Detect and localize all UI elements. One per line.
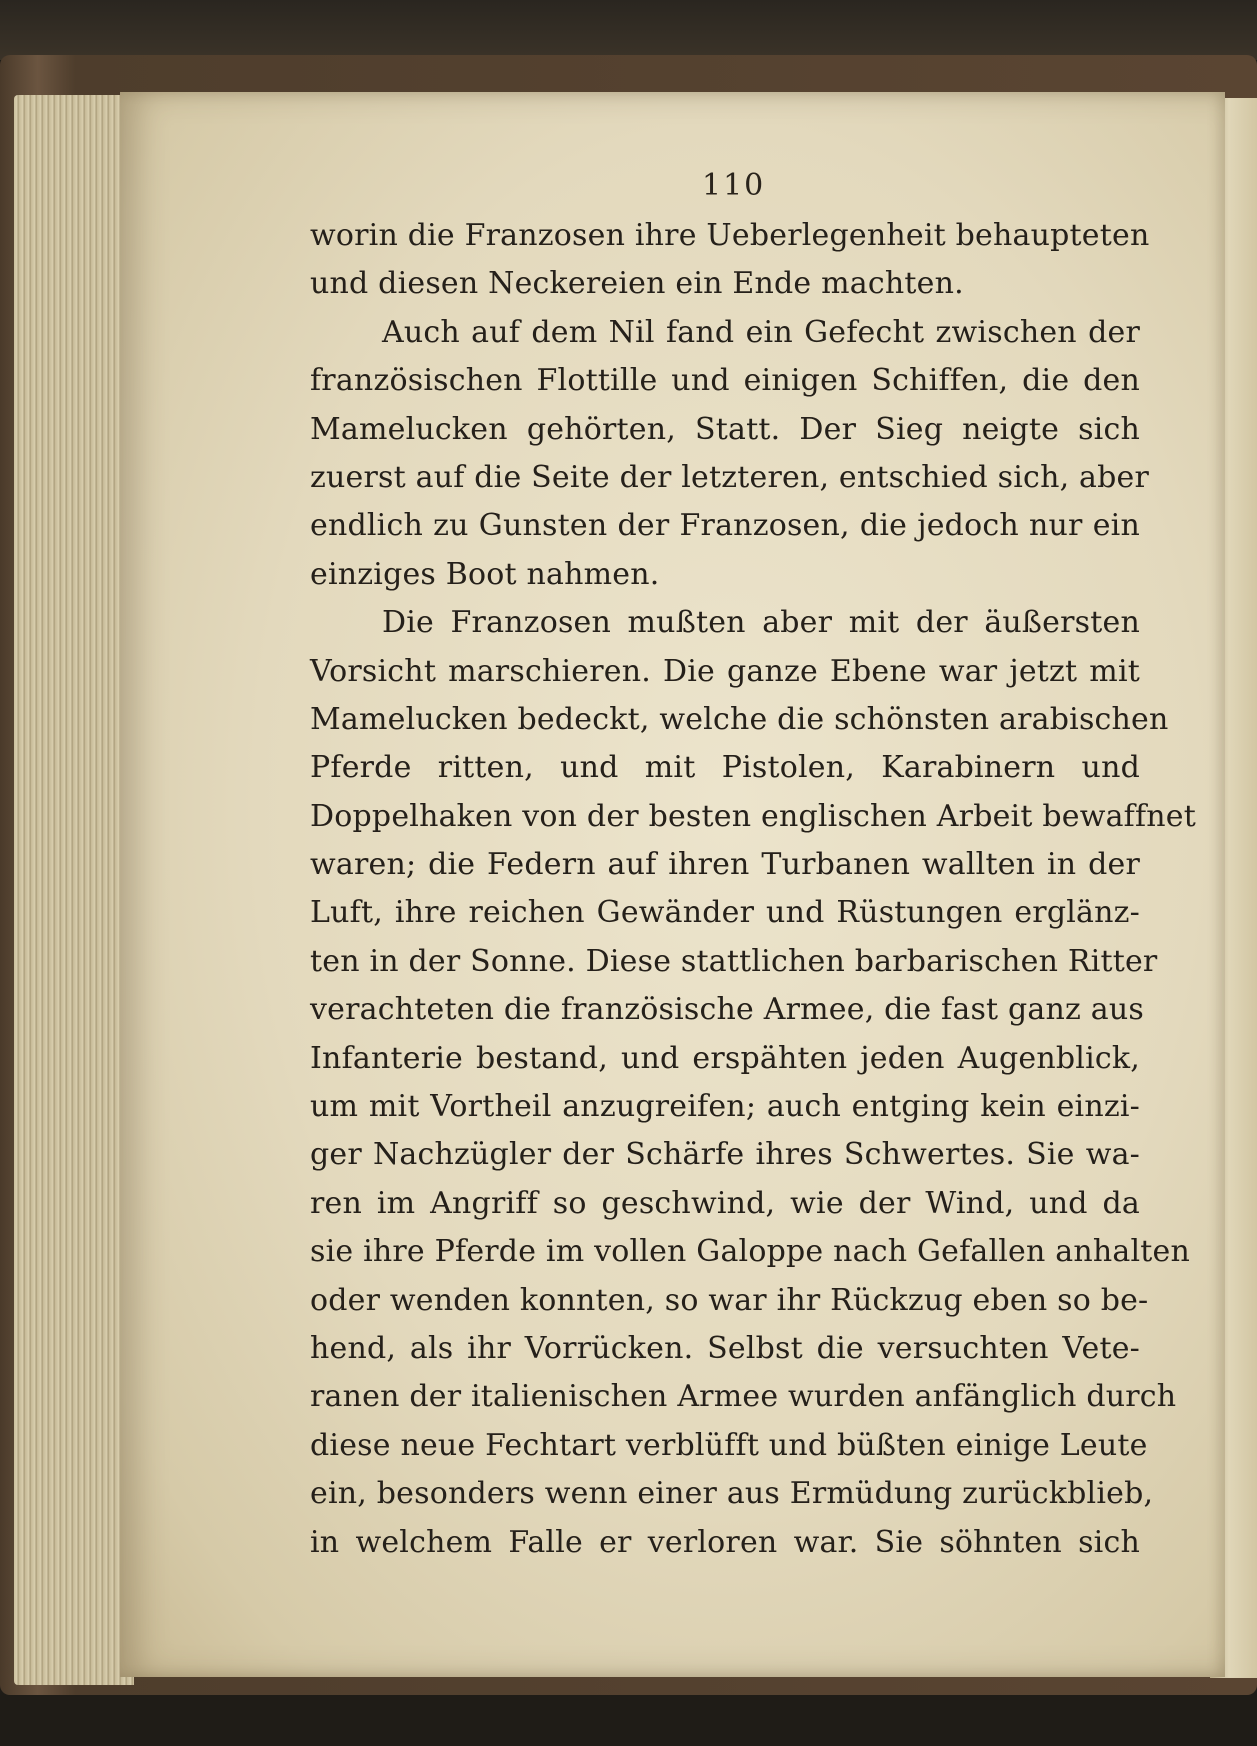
- text-line: Mamelucken bedeckt, welche die schönsten arabischen: [310, 701, 1169, 737]
- text-line: Pferde ritten, und mit Pistolen, Karabinern und: [310, 750, 1140, 786]
- text-line: waren; die Federn auf ihren Turbanen wallten in der: [310, 847, 1140, 883]
- text-line: Die Franzosen mußten aber mit der äußersten: [382, 605, 1140, 641]
- text-line: oder wenden konnten, so war ihr Rückzug eben so be-: [310, 1282, 1149, 1318]
- text-line: Vorsicht marschieren. Die ganze Ebene war jetzt mit: [310, 653, 1140, 689]
- text-line: und diesen Neckereien ein Ende machten.: [310, 266, 964, 302]
- text-line: sie ihre Pferde im vollen Galoppe nach Gefallen anhalten: [310, 1234, 1191, 1270]
- text-line: französischen Flottille und einigen Schiffen, die den: [310, 363, 1140, 399]
- page-edges: [14, 95, 134, 1685]
- text-line: ein, besonders wenn einer aus Ermüdung zurückblieb,: [310, 1476, 1154, 1512]
- text-line: diese neue Fechtart verblüfft und büßten einige Leute: [310, 1427, 1148, 1463]
- text-line: worin die Franzosen ihre Ueberlegenheit behaupteten: [310, 218, 1150, 253]
- page-text: [310, 212, 1196, 1567]
- text-line: Auch auf dem Nil fand ein Gefecht zwischen der: [382, 314, 1140, 350]
- text-line: um mit Vortheil anzugreifen; auch entging kein einzi-: [310, 1089, 1140, 1125]
- text-line: Mamelucken gehörten, Statt. Der Sieg neigte sich: [310, 411, 1140, 447]
- text-line: hend, als ihr Vorrücken. Selbst die versuchten Vete-: [310, 1330, 1140, 1366]
- text-line: zuerst auf die Seite der letzteren, entschied sich, aber: [310, 459, 1150, 495]
- text-line: Infanterie bestand, und erspähten jeden Augenblick,: [310, 1040, 1140, 1076]
- text-line: Luft, ihre reichen Gewänder und Rüstungen erglänz-: [310, 895, 1140, 931]
- text-line: einziges Boot nahmen.: [310, 556, 660, 592]
- text-line: ren im Angriff so geschwind, wie der Wind, und da: [310, 1185, 1140, 1221]
- text-line: ten in der Sonne. Diese stattlichen barbarischen Ritter: [310, 943, 1158, 979]
- text-line: ranen der italienischen Armee wurden anfänglich durch: [310, 1379, 1177, 1415]
- text-line: Doppelhaken von der besten englischen Arbeit bewaffnet: [310, 798, 1196, 834]
- text-line: in welchem Falle er verloren war. Sie söhnten sich: [310, 1524, 1140, 1560]
- text-line: verachteten die französische Armee, die fast ganz aus: [310, 992, 1144, 1028]
- backdrop: [0, 0, 1257, 60]
- page-number: 110: [702, 168, 766, 203]
- text-line: ger Nachzügler der Schärfe ihres Schwertes. Sie wa-: [310, 1137, 1140, 1173]
- text-line: endlich zu Gunsten der Franzosen, die jedoch nur ein: [310, 508, 1140, 544]
